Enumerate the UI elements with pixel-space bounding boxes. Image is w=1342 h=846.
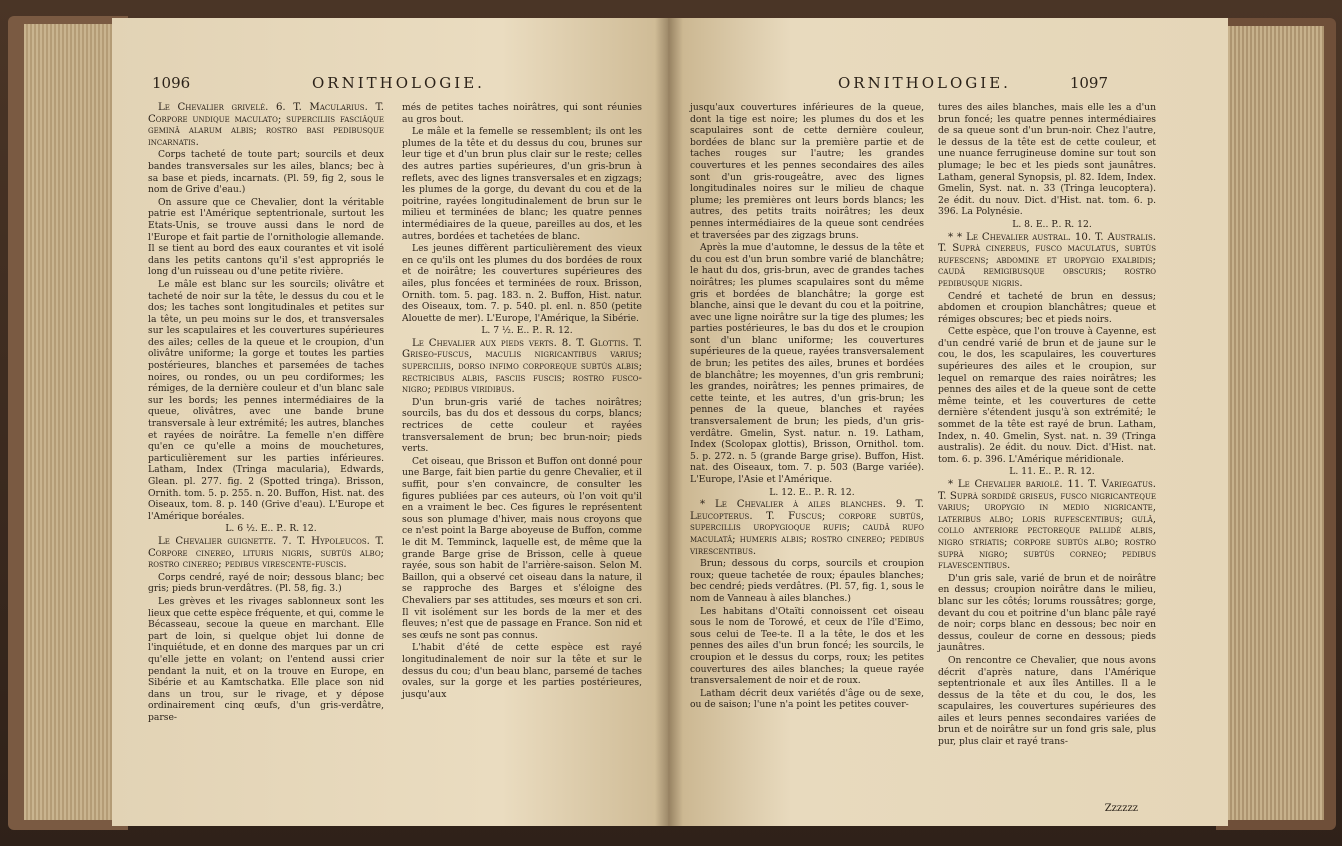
page-edges-left [24,24,120,820]
species-entry-heading: Le Chevalier guignette. 7. T. Hypoleucos. T. Corpore cinereo, lituris nigris, subtùs albo; rostro cinereo; pedibus virescente-fuscis. [148,535,384,571]
species-entry-heading: Le Chevalier aux pieds verts. 8. T. Glottis. T. Griseo-fuscus, maculis nigricantibus varius; superciliis, dorso infimo corporeque subtùs albis; rectricibus albis, fasciis fuscis; rostro fusco-nigro; pedibus viridibus. [402,337,642,396]
paragraph: Brun; dessous du corps, sourcils et croupion roux; queue tachetée de roux; épaules blanches; bec cendré; pieds verdâtres. (Pl. 57, fig. 1, sous le nom de Vanneau à ailes blanches.) [690,558,924,604]
measurements-line: L. 11. E.. P.. R. 12. [1009,466,1095,478]
paragraph: Le mâle est blanc sur les sourcils; olivâtre et tacheté de noir sur la tête, le dessus du cou et le dos; les taches sont longitudinales et petites sur la tête, un peu moins sur le dos, et transversales sur les scapulaires et les couvertures supérieures des ailes; celles de la queue et le croupion, d'un olivâtre uniforme; la gorge et toutes les parties postérieures, blanches et parsemées de taches noires, ou rondes, ou un peu cordiformes; les rémiges, de la dernière couleur et d'un blanc sale sur les bords; les pennes intermédiaires de la queue, olivâtres, avec une bande brune transversale à leur extrémité; les autres, blanches et rayées de noirâtre. La femelle n'en diffère qu'en ce qu'elle a moins de mouchetures, particulièrement sur les parties inférieures. Latham, Index (Tringa macularia), Edwards, Glean. pl. 277. fig. 2 (Spotted tringa). Brisson, Ornith. tom. 5. p. 255. n. 20. Buffon, Hist. nat. des Oiseaux, tom. 8. p. 140 (Grive d'eau). L'Europe et l'Amérique boréales. [148,278,384,522]
paragraph: Cette espèce, que l'on trouve à Cayenne, est d'un cendré varié de brun et de jaune sur le cou, le dos, les scapulaires, les couvertures supérieures des ailes et le croupion, sur lequel on remarque des raies noirâtres; les pennes des ailes et de la queue sont de cette même teinte, et les couvertures de cette dernière s'étendent jusqu'à son extrémité; le sommet de la tête est rayé de brun. Latham, Index, n. 40. Gmelin, Syst. nat. n. 39 (Tringa australis). 2e édit. du nouv. Dict. d'Hist. nat. tom. 6. p. 396. L'Amérique méridionale. [938,326,1156,465]
running-head: ORNITHOLOGIE. [312,74,485,92]
paragraph: D'un gris sale, varié de brun et de noirâtre en dessus; croupion noirâtre dans le milieu, blanc sur les côtés; lorums roussâtres; gorge, devant du cou et poitrine d'un blanc pâle rayé de noir; corps blanc en dessous; bec noir en dessus, couleur de corne en dessous; pieds jaunâtres. [938,572,1156,654]
paragraph: Cet oiseau, que Brisson et Buffon ont donné pour une Barge, fait bien partie du genre Chevalier, et il suffit, pour s'en convaincre, de consulter les figures publiées par ces auteurs, où l'on voit qu'il en a vraiment le bec. Ces figures le représentent sous son plumage d'hiver, mais nous croyons que ce n'est point la Barge aboyeuse de Buffon, comme le dit M. Temminck, laquelle est, de même que la grande Barge grise de Brisson, celle à queue rayée, sous son habit de l'arrière-saison. Selon M. Baillon, qui a observé cet oiseau dans la nature, il se rapproche des Barges et s'éloigne des Chevaliers par ses attitudes, ses mœurs et son cri. Il vit isolément sur les bords de la mer et des fleuves; n'est que de passage en France. Son nid et ses œufs ne sont pas connus. [402,455,642,641]
paragraph: L'habit d'été de cette espèce est rayé longitudinalement de noir sur la tête et sur le dessus du cou; d'un beau blanc, parsemé de taches ovales, sur la gorge et les parties postérieures, jusqu'aux [402,642,642,700]
text-column-2 [402,102,642,701]
paragraph: On rencontre ce Chevalier, que nous avons décrit d'après nature, dans l'Amérique septentrionale et aux îles Antilles. Il a le dessus de la tête et du cou, le dos, les scapulaires, les couvertures supérieures des ailes et leurs pennes secondaires variées de brun et de noirâtre sur un fond gris sale, plus pur, plus clair et rayé trans- [938,654,1156,748]
paragraph: més de petites taches noirâtres, qui sont réunies au gros bout. [402,102,642,125]
book-gutter [655,18,683,826]
left-page [112,18,668,826]
paragraph: D'un brun-gris varié de taches noirâtres; sourcils, bas du dos et dessous du corps, blancs; rectrices de cette couleur et rayées transversalement de brun; bec brun-noir; pieds verts. [402,396,642,455]
measurements-line: L. 7 ½. E.. P.. R. 12. [481,325,573,337]
text-column-2 [938,102,1156,749]
species-entry-heading: * Le Chevalier à ailes blanches. 9. T. Leucopterus. T. Fuscus; corpore subtùs, supercillis uropygioque rufis; caudâ rufo maculatâ; humeris albis; rostro cinereo; pedibus virescentibus. [690,499,924,557]
measurements-line: L. 6 ½. E.. P.. R. 12. [225,523,317,535]
paragraph: Le mâle et la femelle se ressemblent; ils ont les plumes de la tête et du dessus du cou, brunes sur leur tige et d'un brun plus clair sur le reste; celles des autres parties supérieures, d'un gris-brun à reflets, avec des lignes transversales et en zigzags; les plumes de la gorge, du devant du cou et de la poitrine, rayées longitudinalement de brun sur le milieu et terminées de blanc; les quatre pennes intermédiaires de la queue, pareilles au dos, et les autres, bordées et tachetées de blanc. [402,126,642,242]
paragraph: Les jeunes diffèrent particulièrement des vieux en ce qu'ils ont les plumes du dos bordées de roux et de noirâtre; les couvertures supérieures des ailes, plus foncées et terminées de roux. Brisson, Ornith. tom. 5. pag. 183. n. 2. Buffon, Hist. natur. des Oiseaux, tom. 7. p. 540. pl. enl. n. 850 (petite Alouette de mer). L'Europe, l'Amérique, la Sibérie. [402,243,642,324]
species-entry-heading: Le Chevalier grivelé. 6. T. Macularius. T. Corpore undique maculato; superciliis fasciâque geminâ alarum albis; rostro basi pedibusque incarnatis. [148,102,384,148]
page-edges-right [1228,26,1324,820]
text-column-1 [148,102,384,724]
measurements-line: L. 8. E.. P.. R. 12. [1012,218,1092,230]
running-head: ORNITHOLOGIE. [838,74,1011,92]
text-column-1 [690,102,924,712]
paragraph: Corps cendré, rayé de noir; dessous blanc; bec gris; pieds brun-verdâtres. (Pl. 58, fig. 3.) [148,571,384,595]
paragraph: Après la mue d'automne, le dessus de la tête et du cou est d'un brun sombre varié de blanchâtre; le haut du dos, gris-brun, avec de grandes taches noirâtres; les plumes scapulaires sont du même gris et bordées de blanchâtre; la gorge est blanche, ainsi que le devant du cou et la poitrine, avec une ligne noirâtre sur la tige des plumes; les parties postérieures, le bas du dos et le croupion sont d'un blanc uniforme; les couvertures supérieures de la queue, rayées transversalement de brun; les petites des ailes, brunes et bordées de blanchâtre; les moyennes, d'un gris rembruni; les grandes, noirâtres; les pennes primaires, de cette teinte, et les autres, d'un gris-brun; les pennes de la queue, blanches et rayées transversalement de brun; les pieds, d'un gris-verdâtre. Gmelin, Syst. natur. n. 19. Latham, Index (Scolopax glottis), Brisson, Ornithol. tom. 5. p. 272. n. 5 (grande Barge grise). Buffon, Hist. nat. des Oiseaux, tom. 7. p. 503 (Barge variée). L'Europe, l'Asie et l'Amérique. [690,242,924,485]
paragraph: Corps tacheté de toute part; sourcils et deux bandes transversales sur les ailes, blancs; bec à sa base et pieds, incarnats. (Pl. 59, fig 2, sous le nom de Grive d'eau.) [148,149,384,196]
species-entry-heading: * * Le Chevalier austral. 10. T. Australis. T. Suprà cinereus, fusco maculatus, subtùs rufescens; abdomine et uropygio exalbidis; caudâ remigibusque obscuris; rostro pedibusque nigris. [938,231,1156,289]
paragraph: Les habitans d'Otaïti connoissent cet oiseau sous le nom de Torowé, et ceux de l'île d'Eimo, sous celui de Tee-te. Il a la tête, le dos et les pennes des ailes d'un brun foncé; les sourcils, le croupion et le dessus du corps, roux; les petites couvertures des ailes blanches; la queue rayée transversalement de noir et de roux. [690,605,924,687]
signature-mark: Zzzzzz [1104,803,1138,814]
paragraph: Cendré et tacheté de brun en dessus; abdomen et croupion blanchâtres; queue et rémiges obscures; bec et pieds noirs. [938,290,1156,325]
paragraph: tures des ailes blanches, mais elle les a d'un brun foncé; les quatre pennes intermédiaires de sa queue sont d'un brun-noir. Chez l'autre, le dessus de la tête est de cette couleur, et une nuance ferrugineuse domine sur tout son plumage; le bec et les pieds sont jaunâtres. Latham, general Synopsis, pl. 82. Idem, Index. Gmelin, Syst. nat. n. 33 (Tringa leucoptera). 2e édit. du nouv. Dict. d'Hist. nat. tom. 6. p. 396. La Polynésie. [938,102,1156,218]
paragraph: Les grèves et les rivages sablonneux sont les lieux que cette espèce fréquente, et qui, comme le Bécasseau, secoue la queue en marchant. Elle part de loin, si quelque objet lui donne de l'inquiétude, et en donne des marques par un cri qu'elle jette en volant; on l'entend aussi crier pendant la nuit, et on la trouve en Europe, en Sibérie et au Kamtschatka. Elle place son nid dans un trou, sur le rivage, et y dépose ordinairement cinq œufs, d'un gris-verdâtre, parse- [148,595,384,723]
species-entry-heading: * Le Chevalier bariolé. 11. T. Variegatus. T. Suprà sordidè griseus, fusco nigricanteque varius; uropygio in medio nigricante, lateribus albo; loris rufescentibus; gulâ, collo anteriore pectoreque pallidè albis, nigro striatis; corpore subtùs albo; rostro suprà nigro; subtùs corneo; pedibus flavescentibus. [938,479,1156,572]
paragraph: jusqu'aux couvertures inférieures de la queue, dont la tige est noire; les plumes du dos et les scapulaires sont de cette dernière couleur, bordées de blanc sur la première partie et de taches rouges sur l'autre; les grandes couvertures et les pennes secondaires des ailes sont d'un gris-rougeâtre, avec des lignes longitudinales noires sur le milieu de chaque plume; les premières ont leurs bords blancs; les autres, des petits traits noirâtres; les deux pennes intermédiaires de la queue sont cendrées et traversées par des zigzags bruns. [690,102,924,241]
paragraph: On assure que ce Chevalier, dont la véritable patrie est l'Amérique septentrionale, surtout les Etats-Unis, se trouve aussi dans le nord de l'Europe et fait partie de l'ornithologie allemande. Il se tient au bord des eaux courantes et vit isolé dans les petits cantons qu'il s'est appropriés le long d'un ruisseau ou d'une petite rivière. [148,196,384,278]
measurements-line: L. 12. E.. P.. R. 12. [769,486,855,498]
paragraph: Latham décrit deux variétés d'âge ou de sexe, ou de saison; l'une n'a point les petites couver- [690,687,924,711]
page-number: 1096 [152,74,191,92]
right-page [668,18,1228,826]
page-number: 1097 [1069,74,1108,92]
